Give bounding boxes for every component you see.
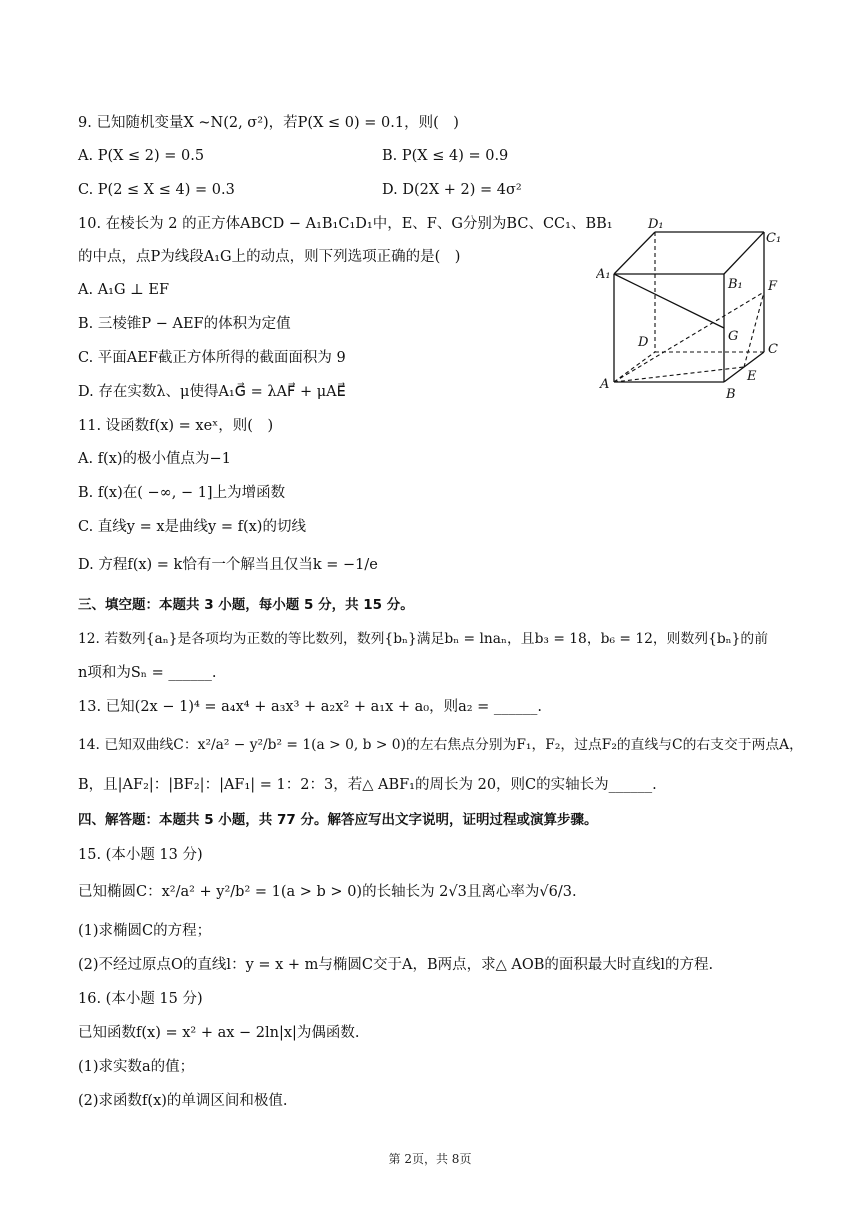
question-10-line2: 的中点，点P为线段A₁G上的动点，则下列选项正确的是( ): [78, 249, 461, 265]
question-15-header: 15. (本小题 13 分): [78, 847, 203, 863]
page-footer: 第 2页，共 8页: [388, 1152, 472, 1166]
question-9: 9. 已知随机变量X ~N(2, σ²)，若P(X ≤ 0) = 0.1，则( ): [78, 115, 459, 131]
label-c1: C₁: [766, 231, 782, 246]
q11-option-c: C. 直线y = x是曲线y = f(x)的切线: [78, 519, 306, 535]
q9-option-d: D. D(2X + 2) = 4σ²: [382, 182, 522, 198]
section-3-heading: 三、填空题：本题共 3 小题，每小题 5 分，共 15 分。: [78, 597, 414, 613]
question-14-line1: 14. 已知双曲线C：x²/a² − y²/b² = 1(a > 0, b > 0)的左右焦点分别为F₁，F₂，过点F₂的直线与C的右支交于两点A，: [78, 737, 803, 753]
question-15-part2: (2)不经过原点O的直线l：y = x + m与椭圆C交于A，B两点，求△ AOB的面积最大时直线l的方程.: [78, 957, 714, 973]
label-a1: A₁: [596, 267, 611, 282]
q10-option-b: B. 三棱锥P − AEF的体积为定值: [78, 316, 291, 332]
question-16-stem: 已知函数f(x) = x² + ax − 2ln|x|为偶函数.: [78, 1025, 360, 1041]
question-14-line2: B，且|AF₂|：|BF₂|：|AF₁| = 1：2：3，若△ ABF₁的周长为 20，则C的实轴长为______.: [78, 777, 657, 793]
question-13: 13. 已知(2x − 1)⁴ = a₄x⁴ + a₃x³ + a₂x² + a₁x + a₀，则a₂ = ______.: [78, 699, 542, 715]
label-b1: B₁: [728, 277, 743, 292]
label-g: G: [728, 329, 739, 344]
label-a: A: [600, 377, 610, 392]
q10-option-a: A. A₁G ⊥ EF: [78, 282, 170, 298]
q9-option-b: B. P(X ≤ 4) = 0.9: [382, 148, 509, 164]
q11-option-b: B. f(x)在( −∞, − 1]上为增函数: [78, 485, 286, 501]
q11-option-d: D. 方程f(x) = k恰有一个解当且仅当k = −1/e: [78, 557, 378, 573]
q10-option-d: D. 存在实数λ、μ使得A₁G⃗ = λAF⃗ + μAE⃗: [78, 384, 346, 400]
question-12-line2: n项和为Sₙ = ______.: [78, 665, 217, 681]
question-16-part2: (2)求函数f(x)的单调区间和极值.: [78, 1093, 288, 1109]
question-15-part1: (1)求椭圆C的方程；: [78, 923, 212, 939]
q10-option-c: C. 平面AEF截正方体所得的截面面积为 9: [78, 350, 346, 366]
question-16-header: 16. (本小题 15 分): [78, 991, 203, 1007]
label-f: F: [768, 279, 778, 294]
question-12-line1: 12. 若数列{aₙ}是各项均为正数的等比数列，数列{bₙ}满足bₙ = lnaₙ，且b₃ = 18，b₆ = 12，则数列{bₙ}的前: [78, 631, 769, 647]
q11-option-a: A. f(x)的极小值点为−1: [78, 451, 231, 467]
question-15-stem: 已知椭圆C：x²/a² + y²/b² = 1(a > b > 0)的长轴长为 2√3且离心率为√6/3.: [78, 884, 577, 900]
question-16-part1: (1)求实数a的值；: [78, 1059, 195, 1075]
section-4-heading: 四、解答题：本题共 5 小题，共 77 分。解答应写出文字说明，证明过程或演算步骤。: [78, 812, 598, 828]
question-10-line1: 10. 在棱长为 2 的正方体ABCD − A₁B₁C₁D₁中，E、F、G分别为BC、CC₁、BB₁: [78, 216, 613, 232]
label-c: C: [768, 342, 778, 357]
q9-option-c: C. P(2 ≤ X ≤ 4) = 0.3: [78, 182, 235, 198]
q9-option-a: A. P(X ≤ 2) = 0.5: [78, 148, 205, 164]
label-d1: D₁: [648, 217, 664, 232]
label-b: B: [726, 387, 736, 402]
question-11: 11. 设函数f(x) = xeˣ，则( ): [78, 418, 274, 434]
label-d: D: [638, 335, 649, 350]
cube-diagram: [596, 212, 788, 402]
label-e: E: [747, 369, 757, 384]
